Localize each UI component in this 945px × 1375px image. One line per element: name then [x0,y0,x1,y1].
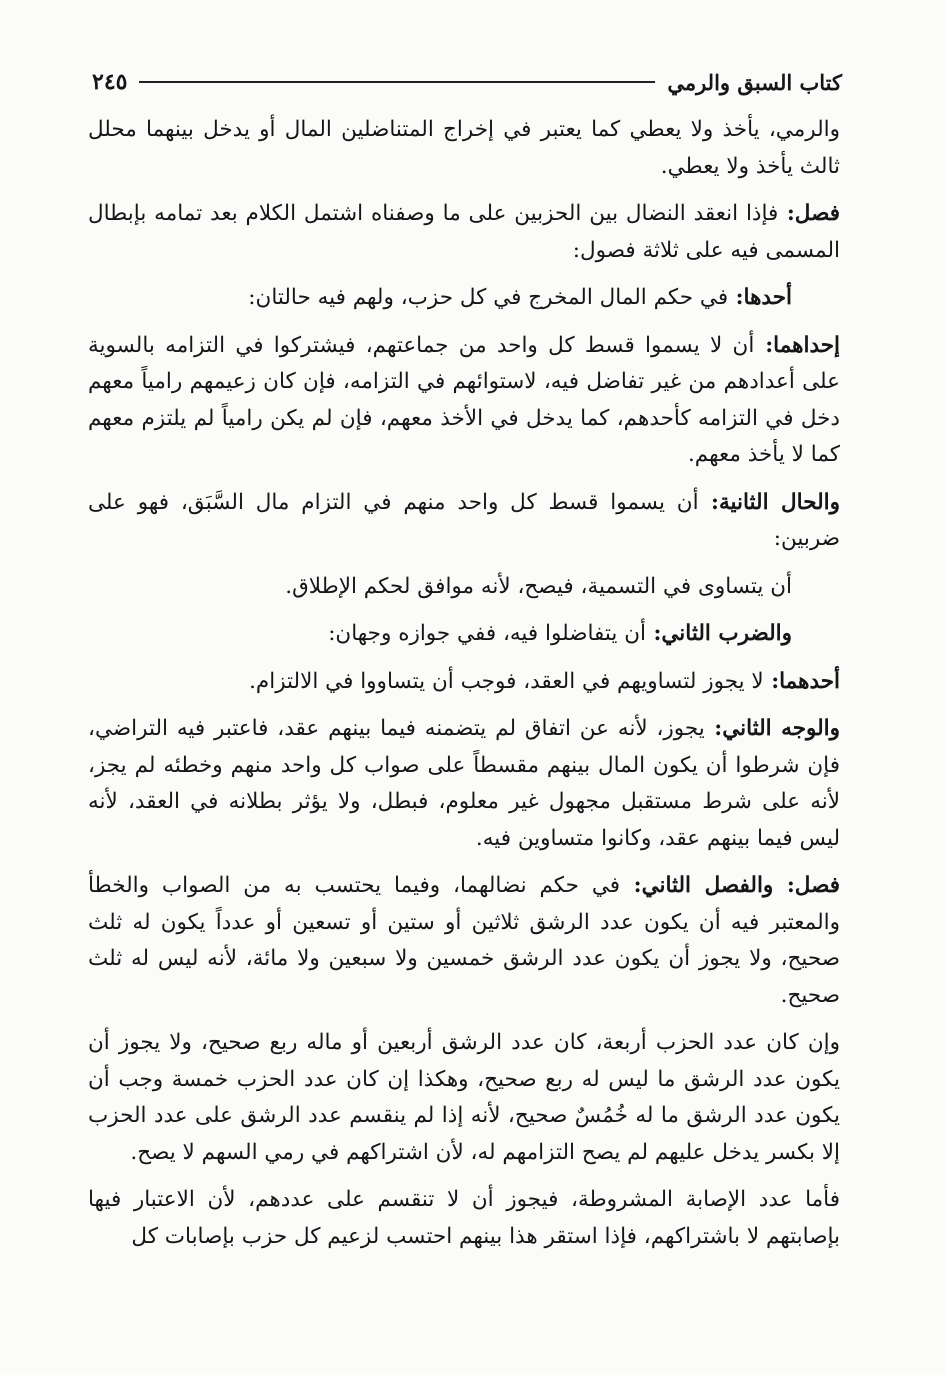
paragraph [88,196,840,269]
paragraph [88,711,840,857]
paragraph [88,328,840,474]
paragraph-lead: والحال الثانية: [698,489,840,515]
paragraph-lead: فصل: [778,201,840,226]
paragraph-lead: أحدها: [728,285,792,310]
paragraph-text: في حكم نضالهما، وفيما يحتسب به من الصواب والخطأ والمعتبر فيه أن يكون عدد الرشق ثلاثين أو ستين أو تسعين أو عدداً يكون له ثلث صحيح، ولا يجوز أن يكون عدد الرشق خمسين ولا سبعين ولا مائة، لأنه ليس له ثلث صحيح. [88,873,840,1008]
chapter-title: كتاب السبق والرمي [667,69,842,95]
page-body [88,112,840,1266]
paragraph [88,280,840,317]
paragraph [88,868,840,1014]
paragraph-text: في حكم المال المخرج في كل حزب، ولهم فيه حالتان: [248,285,729,310]
paragraph-text: يجوز، لأنه عن اتفاق لم يتضمنه فيما بينهم عقد، فاعتبر فيه التراضي، فإن شرطوا أن يكون المال بينهم مقسطاً على صواب كل واحد منهم وخطئه لم يجز، لأنه على شرط مستقبل مجهول غير معلوم، فبطل، ولا يؤثر بطلانه في العقد، لأنه ليس فيما بينهم عقد، وكانوا متساوين فيه. [88,716,840,851]
paragraph-text: فأما عدد الإصابة المشروطة، فيجوز أن لا تنقسم على عددهم، لأن الاعتبار فيها بإصابتهم لا باشتراكهم، فإذا استقر هذا بينهم احتسب لزعيم كل حزب بإصابات كل [88,1187,840,1249]
paragraph [88,485,840,558]
paragraph-text: لا يجوز لتساويهم في العقد، فوجب أن يتساووا في الالتزام. [249,668,764,694]
paragraph-text: والرمي، يأخذ ولا يعطي كما يعتبر في إخراج المتناضلين المال أو يدخل بينهما محلل ثالث يأخذ ولا يعطي. [88,117,840,179]
paragraph-text: أن يتساوى في التسمية، فيصح، لأنه موافق لحكم الإطلاق. [285,573,792,599]
paragraph-lead: إحداهما: [754,332,841,358]
paragraph-text: أن يسموا قسط كل واحد منهم في التزام مال السَّبَق، فهو على ضربين: [88,489,840,551]
running-header [92,62,842,102]
paragraph [88,664,840,701]
page-number: ٢٤٥ [92,69,128,95]
paragraph [88,112,840,185]
paragraph-text: أن يتفاضلوا فيه، ففي جوازه وجهان: [328,621,646,646]
paragraph [88,1182,840,1255]
paragraph-lead: والوجه الثاني: [704,716,840,741]
paragraph-text: أن لا يسموا قسط كل واحد من جماعتهم، فيشتركوا في التزامه بالسوية على أعدادهم من غير تفاضل فيه، لاستوائهم في التزامه، فإن كان زعيمهم رامياً معهم دخل في التزامه كأحدهم، كما يدخل في الأخذ معهم، فإن لم يكن رامياً لم يلتزم معهم كما لا يأخذ معهم. [88,332,840,467]
paragraph-text: وإن كان عدد الحزب أربعة، كان عدد الرشق أربعين أو ماله ربع صحيح، ولا يجوز أن يكون عدد الرشق ما ليس له ربع صحيح، وهكذا إن كان عدد الحزب خمسة وجب أن يكون عدد الرشق ما له خُمُسٌ صحيح، لأنه إذا لم ينقسم عدد الرشق على عدد الحزب إلا بكسر يدخل عليهم لم يصح التزامهم له، لأن اشتراكهم في رمي السهم لا يصح. [88,1030,840,1165]
paragraph [88,569,840,606]
paragraph-lead: والضرب الثاني: [645,621,792,646]
paragraph-lead: أحدهما: [763,668,840,694]
paragraph-text: فإذا انعقد النضال بين الحزبين على ما وصفناه اشتمل الكلام بعد تمامه بإبطال المسمى فيه على ثلاثة فصول: [88,201,840,263]
paragraph-lead: فصل: والفصل الثاني: [620,873,840,898]
header-rule [139,81,655,83]
paragraph [88,616,840,653]
paragraph [88,1025,840,1171]
